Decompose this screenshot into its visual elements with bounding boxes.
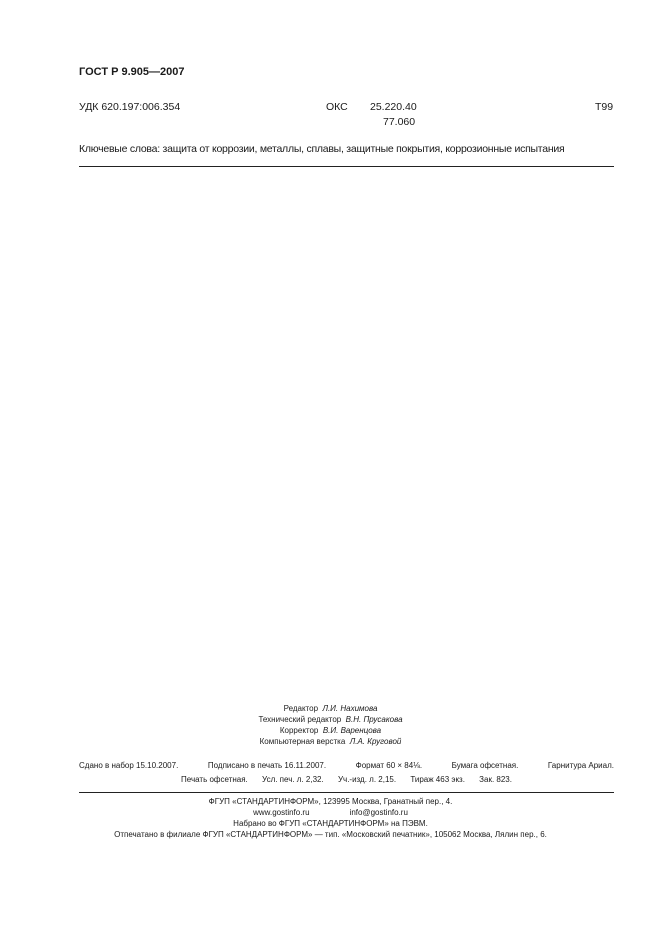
print-info-item: Формат 60 × 84⅛. [355,761,423,770]
staff-corrector [0,726,661,735]
staff-role: Компьютерная верстка [259,737,346,746]
staff-person: В.И. Варенцова [322,726,382,735]
keywords-line: Ключевые слова: защита от коррозии, металлы, сплавы, защитные покрытия, коррозионные испытания [79,143,565,155]
oks-label: ОКС [326,101,348,113]
staff-role: Технический редактор [258,715,342,724]
udc-code: УДК 620.197:006.354 [79,101,181,113]
publisher-email: info@gostinfo.ru [349,808,408,817]
staff-role: Корректор [279,726,319,735]
publisher-typeset: Набрано во ФГУП «СТАНДАРТИНФОРМ» на ПЭВМ. [233,819,428,828]
staff-layout [0,737,661,746]
print-info-line-2 [79,775,614,784]
oks-code-2: 77.060 [383,116,416,128]
print-info-item: Усл. печ. л. 2,32. [262,775,324,784]
print-info-item: Печать офсетная. [181,775,248,784]
staff-person: Л.А. Круговой [349,737,402,746]
print-info-line-1 [79,761,614,770]
print-info-item: Зак. 823. [479,775,512,784]
document-code: ГОСТ Р 9.905—2007 [79,66,185,78]
print-info-divider [79,792,614,793]
staff-editor [0,704,661,713]
staff-person: Л.И. Нахимова [322,704,378,713]
publisher-address: ФГУП «СТАНДАРТИНФОРМ», 123995 Москва, Гранатный пер., 4. [208,797,453,806]
okstu-code: Т99 [595,101,614,113]
print-info-item: Тираж 463 экз. [410,775,465,784]
print-info-item: Гарнитура Ариал. [547,761,614,770]
staff-tech-editor [0,715,661,724]
staff-role: Редактор [283,704,319,713]
staff-person: В.Н. Прусакова [345,715,403,724]
print-info-item: Подписано в печать 16.11.2007. [207,761,327,770]
print-info-item: Бумага офсетная. [451,761,519,770]
publisher-printed: Отпечатано в филиале ФГУП «СТАНДАРТИНФОРМ» — тип. «Московский печатник», 105062 Москва, Лялин пер., 6. [114,830,547,839]
print-info-item: Уч.-изд. л. 2,15. [337,775,397,784]
keywords-divider [79,166,614,167]
oks-code-1: 25.220.40 [370,101,417,113]
publisher-contacts [0,808,661,817]
publisher-website: www.gostinfo.ru [253,808,310,817]
print-info-item: Сдано в набор 15.10.2007. [79,761,179,770]
